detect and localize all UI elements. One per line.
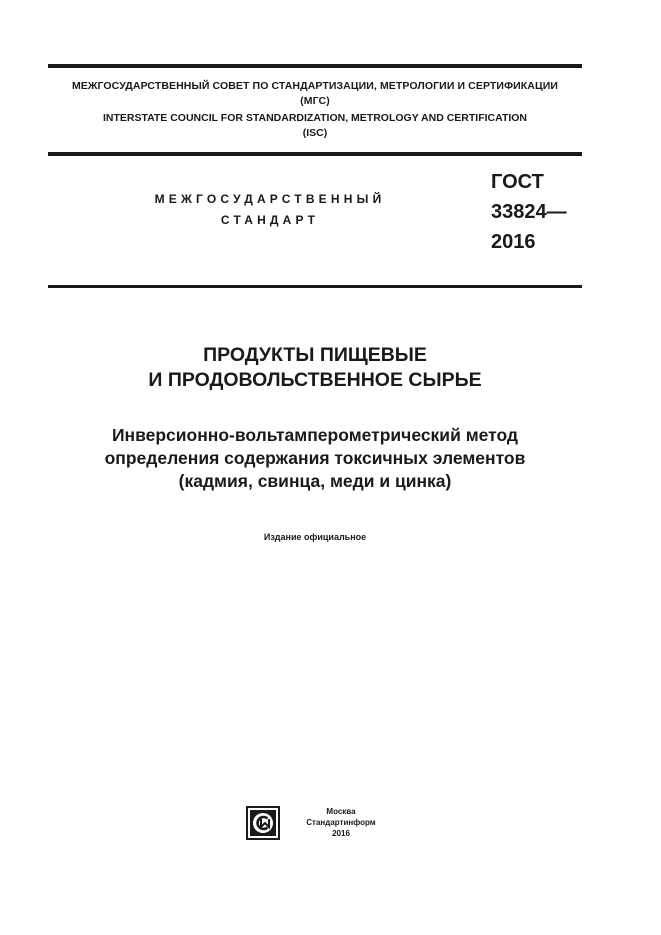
document-subtitle	[48, 424, 582, 493]
document-title-line1: ПРОДУКТЫ ПИЩЕВЫЕ	[203, 344, 427, 366]
publisher-year: 2016	[332, 829, 350, 838]
section-rule	[48, 285, 582, 288]
standartinform-logo-icon	[246, 806, 280, 840]
gost-label: ГОСТ	[491, 171, 544, 193]
council-name-ru-line1: МЕЖГОСУДАРСТВЕННЫЙ СОВЕТ ПО СТАНДАРТИЗАЦИИ, МЕТРОЛОГИИ И СЕРТИФИКАЦИИ	[71, 80, 559, 92]
publisher-name: Стандартинформ	[306, 818, 376, 827]
standard-type	[100, 189, 440, 231]
document-subtitle-line3: (кадмия, свинца, меди и цинка)	[178, 471, 452, 491]
council-name-ru	[48, 79, 582, 109]
gost-number: 33824—	[491, 201, 567, 223]
document-subtitle-line2: определения содержания токсичных элементов	[104, 448, 526, 468]
gost-designation	[491, 167, 591, 257]
header-bottom-rule	[48, 152, 582, 156]
document-title-line2: И ПРОДОВОЛЬСТВЕННОЕ СЫРЬЕ	[148, 369, 482, 391]
document-subtitle-line1: Инверсионно-вольтамперометрический метод	[111, 425, 519, 445]
edition-note: Издание официальное	[263, 532, 367, 542]
gost-year: 2016	[491, 231, 536, 253]
standard-type-line2: СТАНДАРТ	[220, 213, 320, 227]
standard-type-line1: МЕЖГОСУДАРСТВЕННЫЙ	[154, 192, 386, 206]
council-name-en	[48, 111, 582, 141]
council-abbr-en: (ISC)	[302, 127, 328, 139]
top-rule	[48, 64, 582, 68]
publisher-info	[298, 806, 384, 839]
document-title	[48, 343, 582, 393]
council-abbr-ru: (МГС)	[300, 95, 330, 107]
council-name-en-line1: INTERSTATE COUNCIL FOR STANDARDIZATION, METROLOGY AND CERTIFICATION	[102, 112, 528, 124]
publisher-city: Москва	[326, 807, 356, 816]
